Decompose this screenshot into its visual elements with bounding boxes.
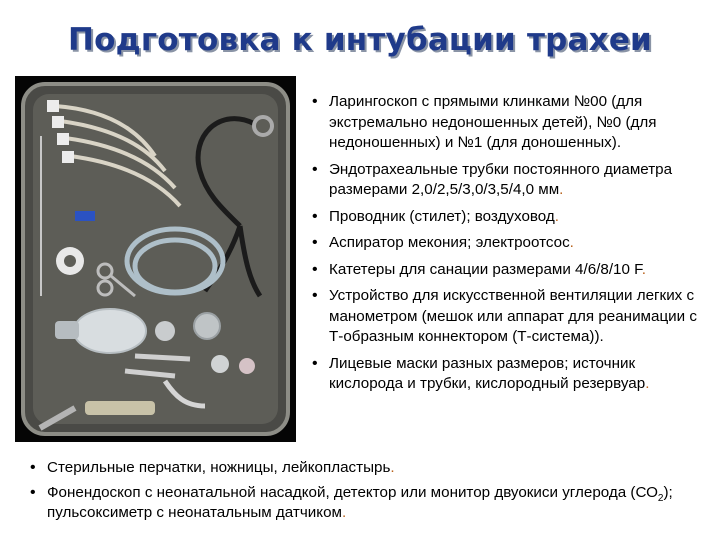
subscript-2: 2 [657,492,664,504]
list-item: • Устройство для искусственной вентиляции легких с манометром (мешок или аппарат для реанимации с Т-образным коннектором (Т-система)). [312,286,712,348]
additional-equipment-list [30,458,710,528]
equipment-list [312,92,712,401]
list-item: • Катетеры для санации размерами 4/6/8/10 F. [312,260,712,281]
intubation-tray-photo [15,76,296,442]
list-item-period: . [641,260,646,278]
list-item-period: . [554,207,559,225]
slide-title: Подготовка к интубации трахеи [68,22,652,58]
list-item: • Проводник (стилет); воздуховод. [312,207,712,228]
list-item-period: . [390,459,395,476]
list-item: • Стерильные перчатки, ножницы, лейкопластырь. [30,458,710,479]
list-item: • Фонендоскоп с неонатальной насадкой, детектор или монитор двуокиси углерода $(СО_2)$; пульсоксиметр с неонатальным датчиком. [30,483,710,524]
list-item-period: . [645,375,650,392]
list-item: • Ларингоскоп с прямыми клинками №00 (для экстремально недоношенных детей), №0 (для недоношенных) и №1 (для доношенных). [312,92,712,154]
list-item: • Аспиратор мекония; электроотсос. [312,233,712,254]
list-item-period: . [559,181,564,198]
list-item: • Лицевые маски разных размеров; источник кислорода и трубки, кислородный резервуар. [312,354,712,395]
list-item-period: . [569,234,574,251]
list-item: • Эндотрахеальные трубки постоянного диаметра размерами 2,0/2,5/3,0/3,5/4,0 мм. [312,160,712,201]
list-item-period: . [341,504,347,521]
